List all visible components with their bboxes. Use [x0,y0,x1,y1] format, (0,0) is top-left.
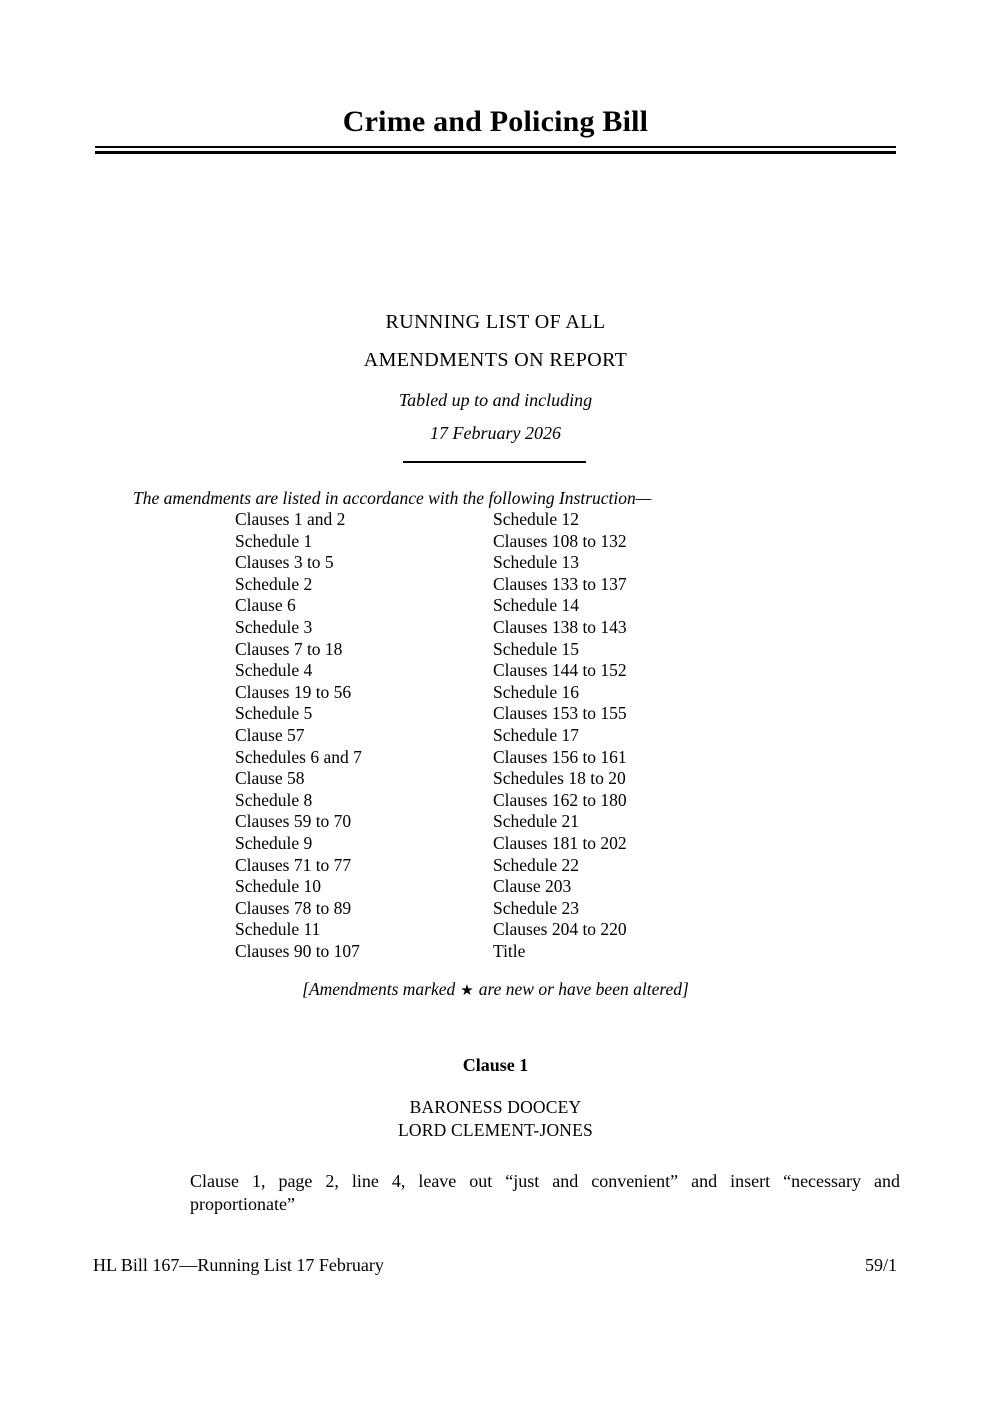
instruction-list-item: Schedule 1 [235,530,313,551]
instruction-list-item: Schedule 2 [235,573,313,594]
tabled-note-block [0,384,991,450]
instruction-list-item: Clause 6 [235,595,296,616]
instruction-list-item: Schedule 13 [493,552,580,573]
sponsor-name: BARONESS DOOCEY [409,1097,582,1117]
instruction-list-item: Clauses 153 to 155 [493,703,627,724]
instruction-column-right [493,509,896,962]
instruction-list-item: Schedule 3 [235,616,313,637]
instruction-list-item: Schedule 22 [493,854,580,875]
instruction-list-item: Clauses 162 to 180 [493,789,627,810]
tabled-date: 17 February 2026 [430,423,561,443]
clause-1-heading: Clause 1 [462,1055,529,1075]
instruction-column-left [235,509,493,962]
instruction-list-item: Schedule 15 [493,638,580,659]
instruction-list-item: Schedule 8 [235,789,313,810]
instruction-list-item: Clauses 78 to 89 [235,897,352,918]
instruction-list-item: Clause 58 [235,768,305,789]
instruction-list-item: Clauses 133 to 137 [493,573,627,594]
instruction-list-item: Title [493,940,526,961]
running-list-heading [0,303,991,379]
instruction-list-item: Clauses 1 and 2 [235,509,346,529]
instruction-list-item: Schedule 10 [235,876,322,897]
running-list-heading-line1: RUNNING LIST OF ALL [385,311,606,333]
instruction-list-item: Clauses 59 to 70 [235,811,352,832]
instruction-intro: The amendments are listed in accordance with the following Instruction— [133,488,652,508]
instruction-list-item: Schedule 23 [493,897,580,918]
instruction-list-item: Schedules 18 to 20 [493,768,626,789]
star-icon: ★ [460,983,474,999]
instruction-list-item: Schedule 5 [235,703,313,724]
instruction-list-item: Clauses 138 to 143 [493,616,627,637]
instruction-columns [235,509,896,962]
instruction-list-item: Clause 203 [493,876,572,897]
tabled-note: Tabled up to and including [398,390,593,410]
instruction-list-item: Clause 57 [235,724,305,745]
instruction-list-item: Clauses 90 to 107 [235,940,360,961]
sponsor-list [0,1096,991,1141]
instruction-list-item: Clauses 204 to 220 [493,919,627,940]
instruction-list-item: Schedule 14 [493,595,580,616]
instruction-section [133,487,896,962]
instruction-list-item: Clauses 19 to 56 [235,681,352,702]
instruction-list-item: Clauses 108 to 132 [493,530,627,551]
title-double-rule [95,146,896,154]
footer-bill-reference: HL Bill 167—Running List 17 February [93,1255,384,1275]
instruction-list-item: Schedule 21 [493,811,580,832]
instruction-list-item: Clauses 181 to 202 [493,832,627,853]
instruction-list-item: Schedule 12 [493,509,580,529]
amendment-text-line1: Clause 1, page 2, line 4, leave out “just and convenient” and insert “necessary and [190,1171,900,1191]
star-note-suffix: are new or have been altered] [478,979,689,999]
page-footer [93,1255,897,1276]
instruction-list-item: Schedule 17 [493,724,580,745]
sponsor-name: LORD CLEMENT-JONES [398,1119,593,1140]
star-note-prefix: [Amendments marked [302,979,456,999]
page-title: Crime and Policing Bill [342,105,649,138]
star-note [0,979,991,1000]
instruction-list-item: Clauses 7 to 18 [235,638,343,659]
footer-page-number: 59/1 [864,1255,897,1275]
instruction-list-item: Schedule 16 [493,681,580,702]
instruction-list-item: Schedule 4 [235,660,313,681]
instruction-list-item: Clauses 3 to 5 [235,552,334,573]
amendment-text-line2: proportionate” [190,1193,295,1214]
instruction-list-item: Clauses 71 to 77 [235,854,352,875]
instruction-list-item: Clauses 144 to 152 [493,660,627,681]
instruction-list-item: Schedule 11 [235,919,321,940]
section-divider-rule [403,461,586,463]
amendment-text [190,1170,900,1215]
instruction-list-item: Clauses 156 to 161 [493,746,627,767]
running-list-heading-line2: AMENDMENTS ON REPORT [363,349,628,371]
instruction-list-item: Schedules 6 and 7 [235,746,362,767]
instruction-list-item: Schedule 9 [235,832,313,853]
